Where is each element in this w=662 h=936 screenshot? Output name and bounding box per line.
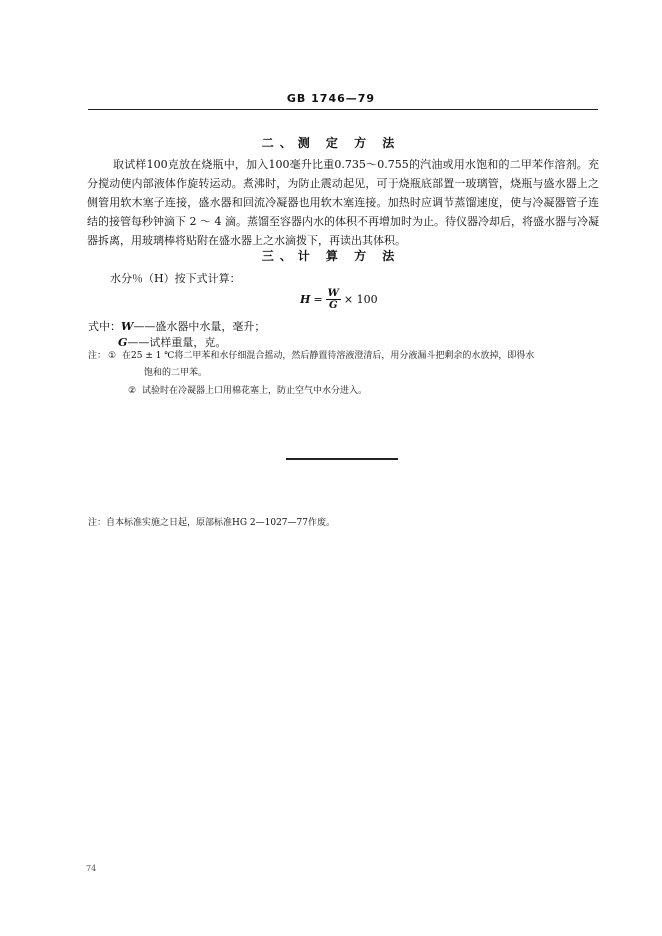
formula-fraction: [326, 288, 341, 311]
note-2: [128, 383, 598, 400]
note-1-continuation: 饱和的二甲苯。: [144, 368, 208, 378]
standard-code: GB 1746—79: [286, 92, 376, 105]
formula-numerator: W: [327, 288, 339, 299]
where-prefix: 式中：: [88, 320, 121, 333]
note-2-marker: ②: [128, 386, 137, 396]
header-divider: [88, 109, 598, 110]
where-w-line: [88, 318, 265, 334]
where-w-symbol: W: [121, 320, 134, 333]
where-g-desc: ——试样重量，克。: [127, 336, 227, 349]
note-label: 注：: [88, 351, 107, 361]
formula-multiplier: × 100: [343, 293, 378, 306]
page-number: 74: [86, 864, 97, 873]
note-1-text: 在25 ± 1 ℃将二甲苯和水仔细混合摇动，然后静置待溶液澄清后，用分液漏斗把剩余的水放掉，即得水: [122, 351, 535, 361]
formula-intro: 水分％（H）按下式计算：: [110, 272, 241, 285]
where-w-desc: ——盛水器中水量，毫升；: [133, 320, 266, 333]
formula-denominator: G: [328, 300, 338, 311]
test-method-paragraph: 取试样100克放在烧瓶中，加入100毫升比重0.735～0.755的汽油或用水饱和的二甲苯作溶剂。充分搅动使内部液体作旋转运动。煮沸时，为防止震动起见，可于烧瓶底部置一玻璃管，烧瓶与盛水器上之侧管用软木塞子连接，盛水器和回流冷凝器也用软木塞连接。加热时应调节蒸馏速度，使与冷凝器管子连结的接管每秒钟滴下 2 ～ 4 滴。蒸馏至容器内水的体积不再增加时为止。待仪器冷却后，将盛水器与冷凝器拆离，用玻璃棒将贴附在盛水器上之水滴拨下，再读出其体积。: [87, 158, 599, 247]
formula-lhs: H: [300, 293, 311, 306]
footnote: 注：自本标准实施之日起，原部标准HG 2—1027—77作废。: [88, 518, 335, 528]
note-1-marker: ①: [108, 351, 117, 361]
where-g-symbol: G: [118, 336, 128, 349]
end-divider: [286, 458, 398, 460]
formula-equals: =: [313, 293, 323, 306]
note-2-text: 试验时在冷凝器上口用棉花塞上，防止空气中水分进入。: [142, 386, 368, 396]
note-1: [88, 348, 603, 382]
section-title-calculation: 三、计 算 方 法: [261, 249, 401, 263]
section-title-test-method: 二、测 定 方 法: [261, 136, 401, 150]
moisture-formula: [300, 288, 378, 311]
